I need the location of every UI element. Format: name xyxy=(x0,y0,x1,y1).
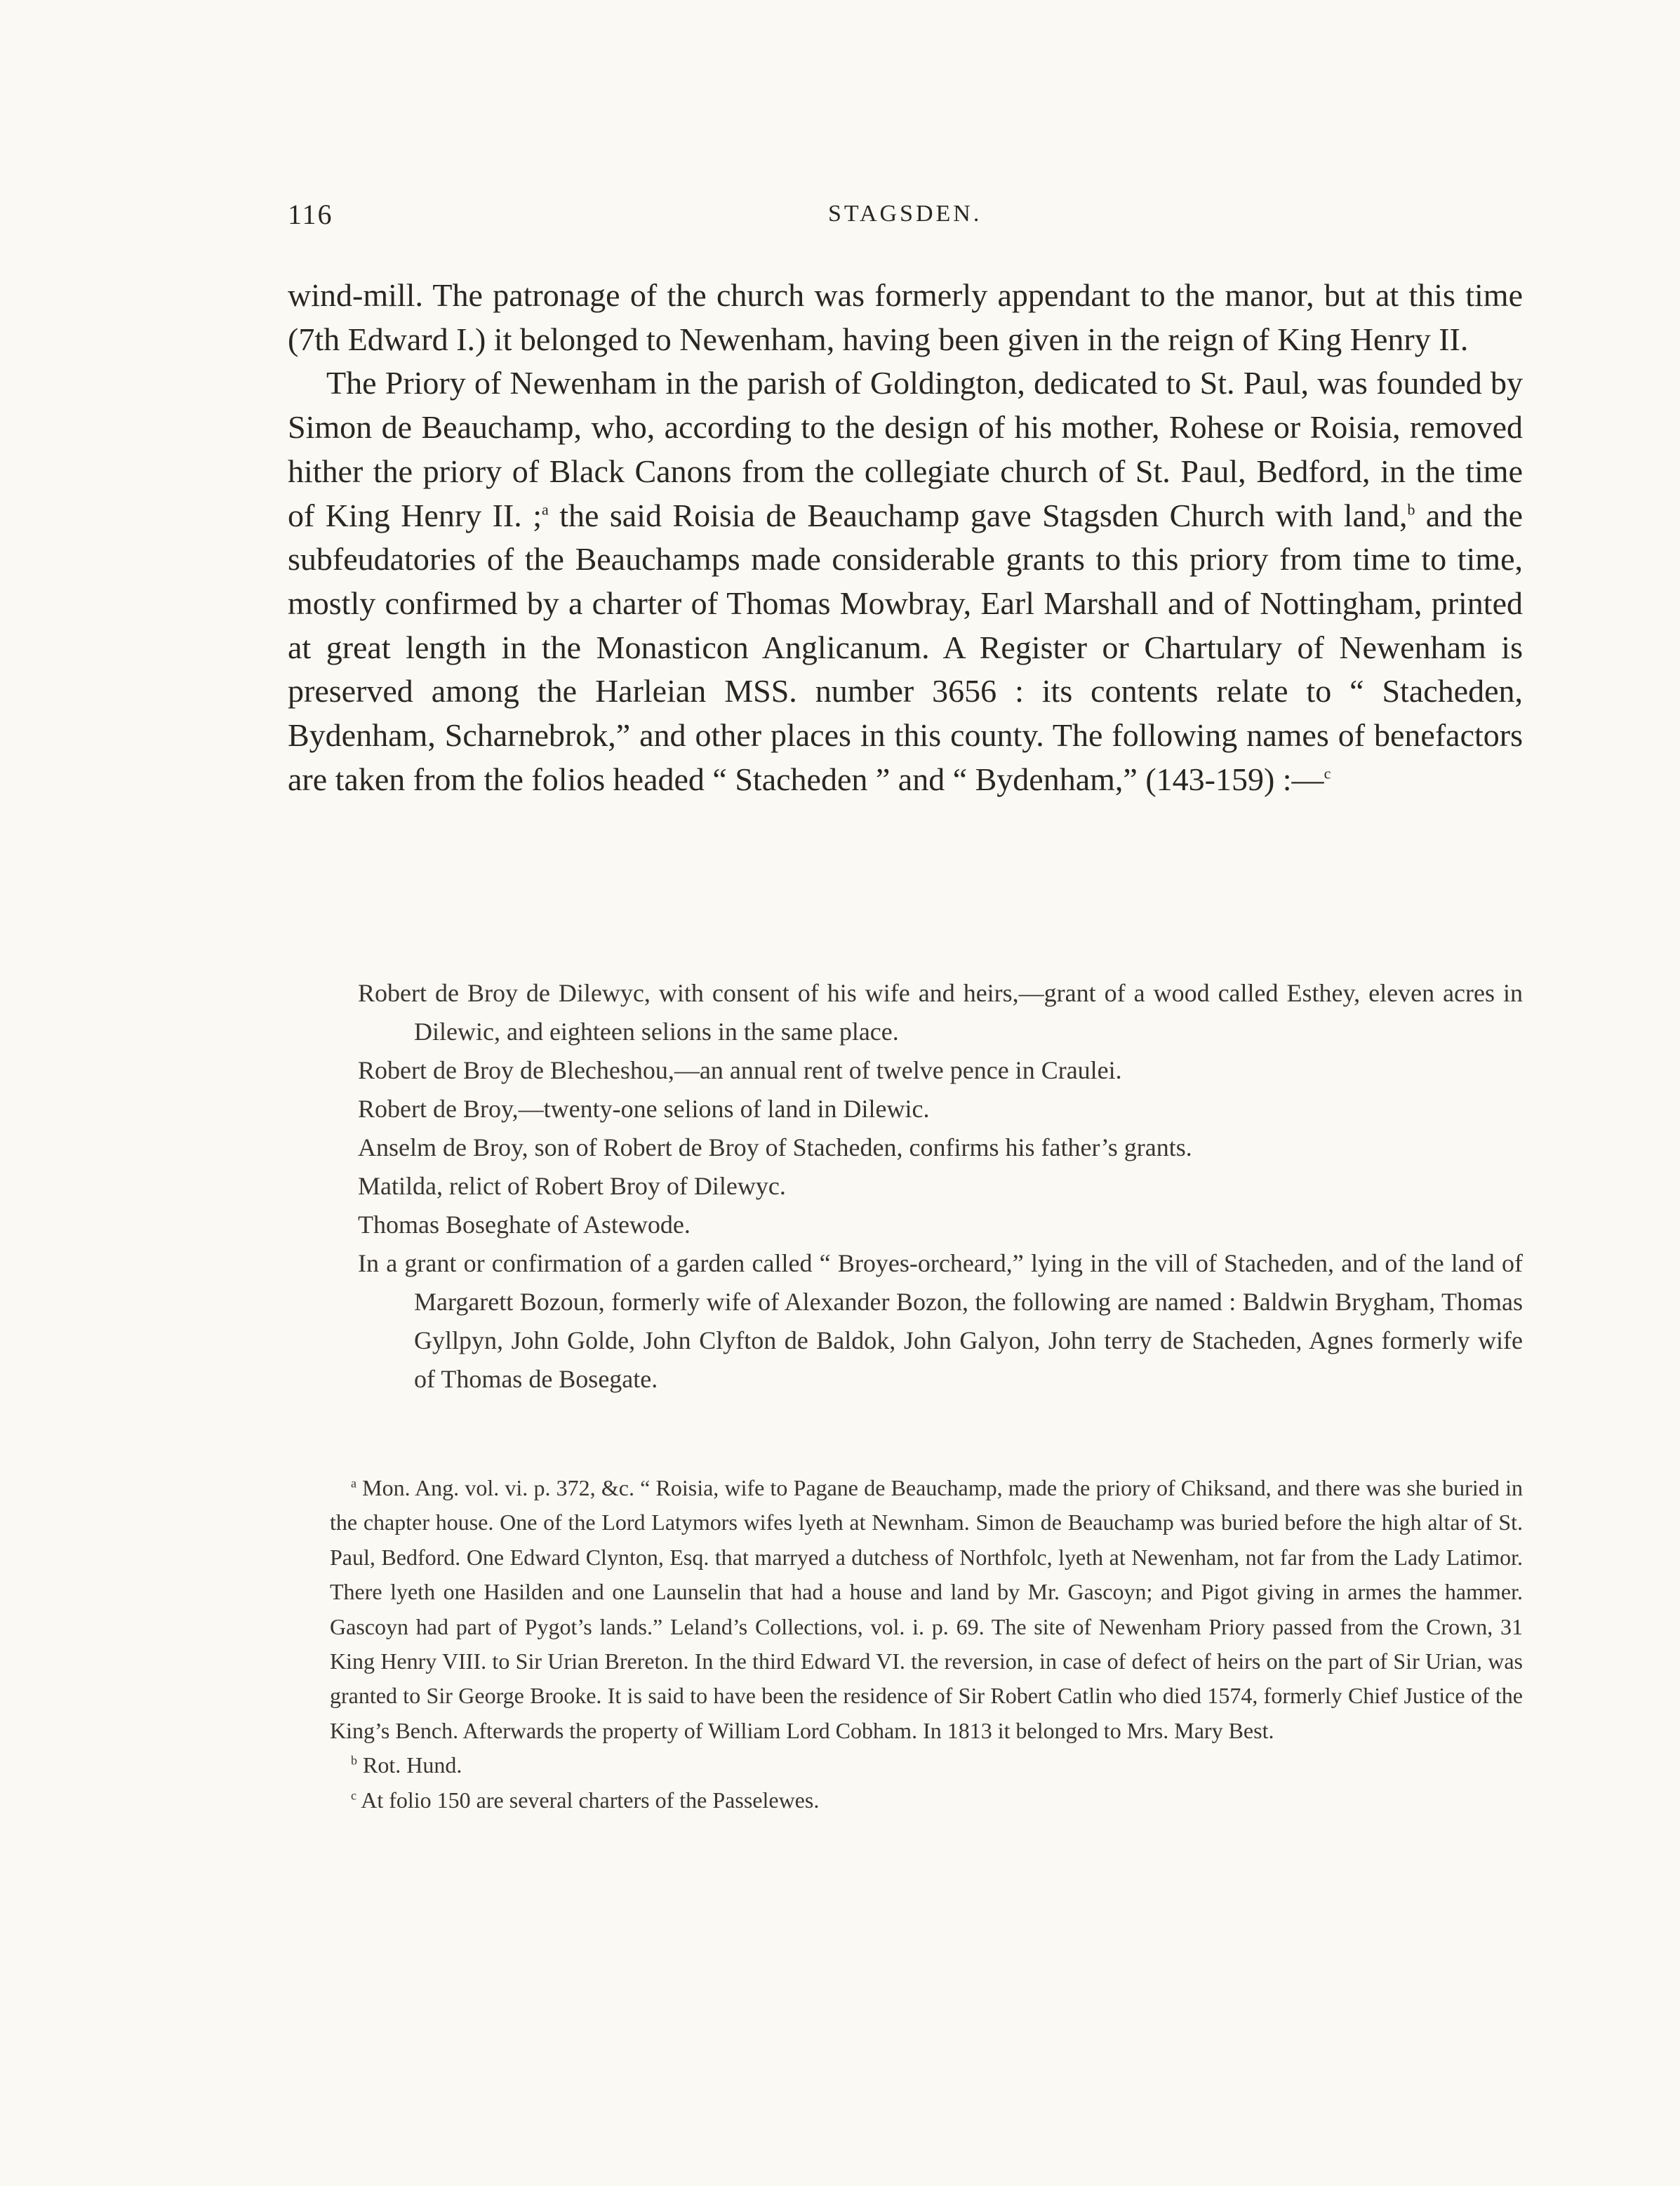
footnote-ref-c: c xyxy=(1324,764,1331,782)
footnote-mark-a: a xyxy=(351,1476,356,1491)
benefactor-entry: Anselm de Broy, son of Robert de Broy of Stacheden, confirms his father’s grants. xyxy=(358,1133,1192,1161)
paragraph-2-part-b: the said Roisia de Beauchamp gave Stagsden Church with land, xyxy=(548,497,1408,533)
footnote-ref-b: b xyxy=(1407,500,1415,519)
footnote-c-text: At folio 150 are several charters of the Passelewes. xyxy=(356,1787,820,1813)
footnote-mark-c: c xyxy=(351,1788,356,1802)
footnote-ref-a: a xyxy=(541,500,549,519)
page-header xyxy=(0,198,1680,240)
benefactor-entry: Thomas Boseghate of Astewode. xyxy=(358,1211,691,1239)
paragraph-2-part-a: The Priory of Newenham in the parish of Goldington, dedicated to St. Paul, was founded by Simon de Beauchamp, who, according to the design of his mother, Rohese or Roisia, removed hither the priory of Black Canons from the collegiate church of St. Paul, Bedford, in the time of King Henry II. ; xyxy=(288,365,1523,533)
footnote-b-text: Rot. Hund. xyxy=(357,1752,462,1778)
benefactor-entry: Robert de Broy,—twenty-one selions of land in Dilewic. xyxy=(358,1095,930,1123)
benefactor-entry: Robert de Broy de Dilewyc, with consent of his wife and heirs,—grant of a wood called Esthey, eleven acres in Dilewic, and eighteen selions in the same place. xyxy=(358,979,1523,1046)
benefactor-entry: Matilda, relict of Robert Broy of Dilewyc. xyxy=(358,1172,786,1200)
footnote-mark-b: b xyxy=(351,1753,357,1768)
paragraph-2-part-c: and the subfeudatories of the Beauchamps made considerable grants to this priory from time to time, mostly confirmed by a charter of Thomas Mowbray, Earl Marshall and of Nottingham, printed at great length in the Monasticon Anglicanum. A Register or Chartulary of Newenham is preserved among the Harleian MSS. number 3656 : its contents relate to “ Stacheden, Bydenham, Scharnebrok,” and other places in this county. The following names of benefactors are taken from the folios headed “ Stacheden ” and “ Bydenham,” (143-159) :— xyxy=(288,497,1523,797)
benefactor-list xyxy=(358,974,1523,1399)
page-number: 116 xyxy=(288,199,333,230)
footnote-c xyxy=(330,1783,1523,1818)
paragraph-2 xyxy=(288,361,1523,801)
benefactor-entry: Robert de Broy de Blecheshou,—an annual rent of twelve pence in Craulei. xyxy=(358,1056,1122,1084)
footnote-b xyxy=(330,1748,1523,1782)
running-head: STAGSDEN. xyxy=(828,201,982,227)
footnote-a xyxy=(330,1471,1523,1748)
paragraph-1: wind-mill. The patronage of the church was formerly appendant to the manor, but at this time (7th Edward I.) it belonged to Newenham, having been given in the reign of King Henry II. xyxy=(288,277,1523,357)
benefactor-entry: In a grant or confirmation of a garden called “ Broyes-orcheard,” lying in the vill of Stacheden, and of the land of Margarett Bozoun, formerly wife of Alexander Bozon, the following are named : Baldwin Brygham, Thomas Gyllpyn, John Golde, John Clyfton de Baldok, John Galyon, John terry de Stacheden, Agnes formerly wife of Thomas de Bosegate. xyxy=(358,1249,1523,1393)
main-text xyxy=(288,274,1523,801)
footnote-a-text: Mon. Ang. vol. vi. p. 372, &c. “ Roisia, wife to Pagane de Beauchamp, made the priory of Chiksand, and there was she buried in the chapter house. One of the Lord Latymors wifes lyeth at Newnham. Simon de Beauchamp was buried before the high altar of St. Paul, Bedford. One Edward Clynton, Esq. that marryed a dutchess of Northfolc, lyeth at Newenham, not far from the Lady Latimor. There lyeth one Hasilden and one Launselin that had a house and land by Mr. Gascoyn; and Pigot giving in armes the hammer. Gascoyn had part of Pygot’s lands.” Leland’s Collections, vol. i. p. 69. The site of Newenham Priory passed from the Crown, 31 King Henry VIII. to Sir Urian Brereton. In the third Edward VI. the reversion, in case of defect of heirs on the part of Sir Urian, was granted to Sir George Brooke. It is said to have been the residence of Sir Robert Catlin who died 1574, formerly Chief Justice of the King’s Bench. Afterwards the property of William Lord Cobham. In 1813 it belonged to Mrs. Mary Best. xyxy=(330,1475,1523,1743)
footnotes xyxy=(330,1471,1523,1818)
